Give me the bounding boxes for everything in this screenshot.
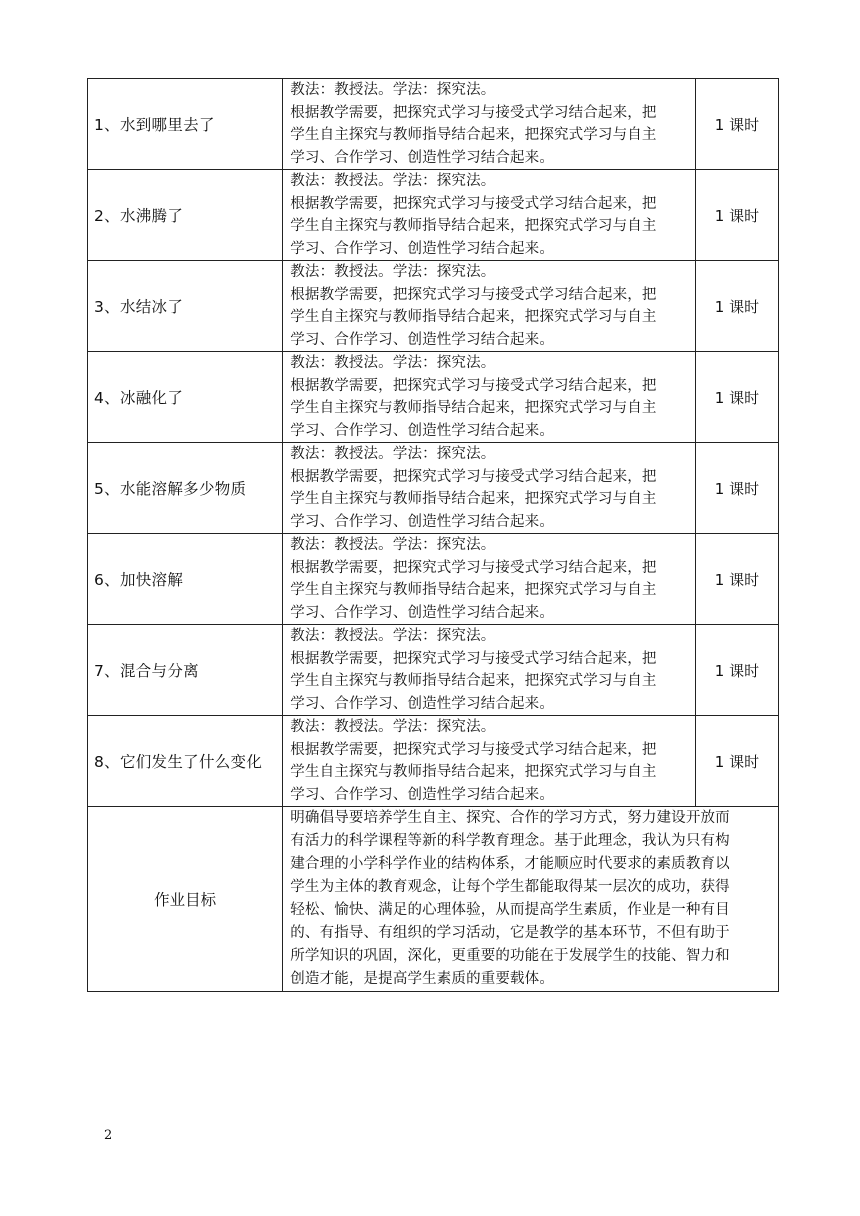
class-hours: 1 课时 <box>695 716 778 807</box>
page-number: 2 <box>104 1128 113 1143</box>
method-line: 教法：教授法。学法：探究法。 <box>290 537 496 553</box>
teaching-method-cell <box>283 534 696 625</box>
teaching-method-cell <box>283 170 696 261</box>
lesson-title: 2、水沸腾了 <box>88 170 283 261</box>
teaching-method-cell <box>283 261 696 352</box>
method-line: 学习、合作学习、创造性学习结合起来。 <box>290 149 554 166</box>
method-line: 根据教学需要，把探究式学习与接受式学习结合起来，把 <box>290 195 657 212</box>
goal-line: 有活力的科学课程等新的科学教育理念。基于此理念，我认为只有构 <box>290 833 730 849</box>
class-hours: 1 课时 <box>695 352 778 443</box>
method-line: 学习、合作学习、创造性学习结合起来。 <box>290 695 554 712</box>
goal-line: 学生为主体的教育观念，让每个学生都能取得某一层次的成功，获得 <box>290 879 730 895</box>
goal-line: 明确倡导要培养学生自主、探究、合作的学习方式，努力建设开放而 <box>290 810 730 826</box>
class-hours: 1 课时 <box>695 625 778 716</box>
method-line: 学习、合作学习、创造性学习结合起来。 <box>290 240 554 257</box>
lesson-title: 4、冰融化了 <box>88 352 283 443</box>
homework-goal-text <box>283 807 779 992</box>
table-row <box>88 443 779 534</box>
class-hours: 1 课时 <box>695 170 778 261</box>
table-body <box>88 79 779 992</box>
method-line: 学习、合作学习、创造性学习结合起来。 <box>290 786 554 803</box>
method-line: 教法：教授法。学法：探究法。 <box>290 264 496 280</box>
method-line: 学生自主探究与教师指导结合起来，把探究式学习与自主 <box>290 582 657 598</box>
lesson-title: 1、水到哪里去了 <box>88 79 283 170</box>
goal-line: 所学知识的巩固，深化，更重要的功能在于发展学生的技能、智力和 <box>290 948 730 964</box>
method-line: 学生自主探究与教师指导结合起来，把探究式学习与自主 <box>290 673 657 689</box>
class-hours: 1 课时 <box>695 79 778 170</box>
method-line: 教法：教授法。学法：探究法。 <box>290 628 496 644</box>
table-row <box>88 534 779 625</box>
method-line: 学习、合作学习、创造性学习结合起来。 <box>290 513 554 530</box>
table-row <box>88 625 779 716</box>
goal-line: 创造才能，是提高学生素质的重要载体。 <box>290 971 554 987</box>
teaching-method-cell <box>283 443 696 534</box>
lesson-title: 6、加快溶解 <box>88 534 283 625</box>
method-line: 学生自主探究与教师指导结合起来，把探究式学习与自主 <box>290 218 657 234</box>
homework-goal-label: 作业目标 <box>88 807 283 992</box>
method-line: 根据教学需要，把探究式学习与接受式学习结合起来，把 <box>290 377 657 394</box>
method-line: 教法：教授法。学法：探究法。 <box>290 719 496 735</box>
method-line: 学生自主探究与教师指导结合起来，把探究式学习与自主 <box>290 400 657 416</box>
class-hours: 1 课时 <box>695 261 778 352</box>
goal-line: 建合理的小学科学作业的结构体系，才能顺应时代要求的素质教育以 <box>290 856 730 872</box>
method-line: 教法：教授法。学法：探究法。 <box>290 82 496 98</box>
method-line: 学生自主探究与教师指导结合起来，把探究式学习与自主 <box>290 127 657 143</box>
method-line: 教法：教授法。学法：探究法。 <box>290 355 496 371</box>
goal-line: 的、有指导、有组织的学习活动，它是教学的基本环节，不但有助于 <box>290 925 730 941</box>
method-line: 教法：教授法。学法：探究法。 <box>290 446 496 462</box>
method-line: 学习、合作学习、创造性学习结合起来。 <box>290 331 554 348</box>
lesson-title: 8、它们发生了什么变化 <box>88 716 283 807</box>
homework-goal-row <box>88 807 779 992</box>
method-line: 学习、合作学习、创造性学习结合起来。 <box>290 422 554 439</box>
method-line: 学生自主探究与教师指导结合起来，把探究式学习与自主 <box>290 309 657 325</box>
method-line: 根据教学需要，把探究式学习与接受式学习结合起来，把 <box>290 741 657 758</box>
lesson-title: 7、混合与分离 <box>88 625 283 716</box>
method-line: 根据教学需要，把探究式学习与接受式学习结合起来，把 <box>290 650 657 667</box>
method-line: 学生自主探究与教师指导结合起来，把探究式学习与自主 <box>290 764 657 780</box>
lesson-plan-table <box>87 78 779 992</box>
class-hours: 1 课时 <box>695 443 778 534</box>
method-line: 根据教学需要，把探究式学习与接受式学习结合起来，把 <box>290 468 657 485</box>
table-row <box>88 716 779 807</box>
method-line: 教法：教授法。学法：探究法。 <box>290 173 496 189</box>
teaching-method-cell <box>283 716 696 807</box>
method-line: 根据教学需要，把探究式学习与接受式学习结合起来，把 <box>290 104 657 121</box>
table-row <box>88 352 779 443</box>
teaching-method-cell <box>283 352 696 443</box>
method-line: 学生自主探究与教师指导结合起来，把探究式学习与自主 <box>290 491 657 507</box>
method-line: 根据教学需要，把探究式学习与接受式学习结合起来，把 <box>290 286 657 303</box>
method-line: 根据教学需要，把探究式学习与接受式学习结合起来，把 <box>290 559 657 576</box>
class-hours: 1 课时 <box>695 534 778 625</box>
method-line: 学习、合作学习、创造性学习结合起来。 <box>290 604 554 621</box>
goal-line: 轻松、愉快、满足的心理体验，从而提高学生素质，作业是一种有目 <box>290 902 730 918</box>
teaching-method-cell <box>283 79 696 170</box>
lesson-title: 3、水结冰了 <box>88 261 283 352</box>
lesson-title: 5、水能溶解多少物质 <box>88 443 283 534</box>
teaching-method-cell <box>283 625 696 716</box>
table-row <box>88 261 779 352</box>
table-row <box>88 170 779 261</box>
table-row <box>88 79 779 170</box>
